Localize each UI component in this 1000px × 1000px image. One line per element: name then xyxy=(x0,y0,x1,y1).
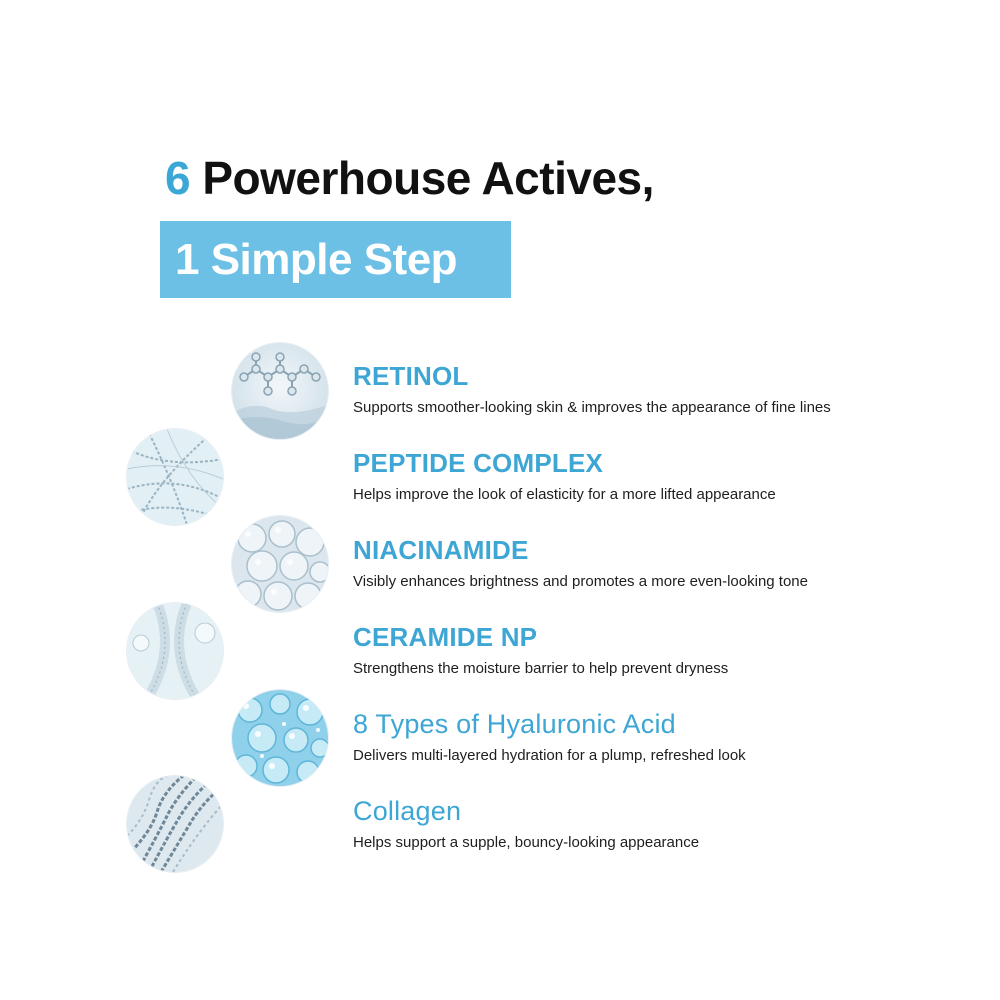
active-name: RETINOL xyxy=(353,361,469,391)
active-description: Delivers multi-layered hydration for a plump, refreshed look xyxy=(353,747,746,764)
headline-number: 6 xyxy=(165,152,191,204)
peptide-chain-icon xyxy=(127,429,223,525)
active-item-peptide-complex xyxy=(353,448,776,504)
subheadline-banner xyxy=(160,221,511,298)
collagen-fiber-icon xyxy=(127,776,223,872)
active-description: Helps improve the look of elasticity for a more lifted appearance xyxy=(353,486,776,503)
active-item-hyaluronic-acid xyxy=(353,709,746,765)
active-description: Visibly enhances brightness and promotes a more even-looking tone xyxy=(353,573,808,590)
molecule-structure-icon xyxy=(232,343,328,439)
active-name: Collagen xyxy=(353,796,462,826)
hydration-bubbles-icon xyxy=(232,690,328,786)
active-item-niacinamide xyxy=(353,535,808,591)
headline-text: Powerhouse Actives, xyxy=(190,152,654,204)
subheadline-text: 1 Simple Step xyxy=(175,235,458,284)
active-item-collagen xyxy=(353,796,699,852)
active-name: PEPTIDE COMPLEX xyxy=(353,448,604,478)
active-description: Helps support a supple, bouncy-looking appearance xyxy=(353,834,700,851)
active-item-retinol xyxy=(353,361,831,417)
active-item-ceramide-np xyxy=(353,622,728,678)
headline xyxy=(165,150,654,206)
active-description: Strengthens the moisture barrier to help prevent dryness xyxy=(353,660,729,677)
active-name: CERAMIDE NP xyxy=(353,622,538,652)
active-description: Supports smoother-looking skin & improves the appearance of fine lines xyxy=(353,399,831,416)
cell-cluster-icon xyxy=(232,516,328,612)
active-name: 8 Types of Hyaluronic Acid xyxy=(353,709,676,739)
lipid-layer-icon xyxy=(127,603,223,699)
active-name: NIACINAMIDE xyxy=(353,535,529,565)
